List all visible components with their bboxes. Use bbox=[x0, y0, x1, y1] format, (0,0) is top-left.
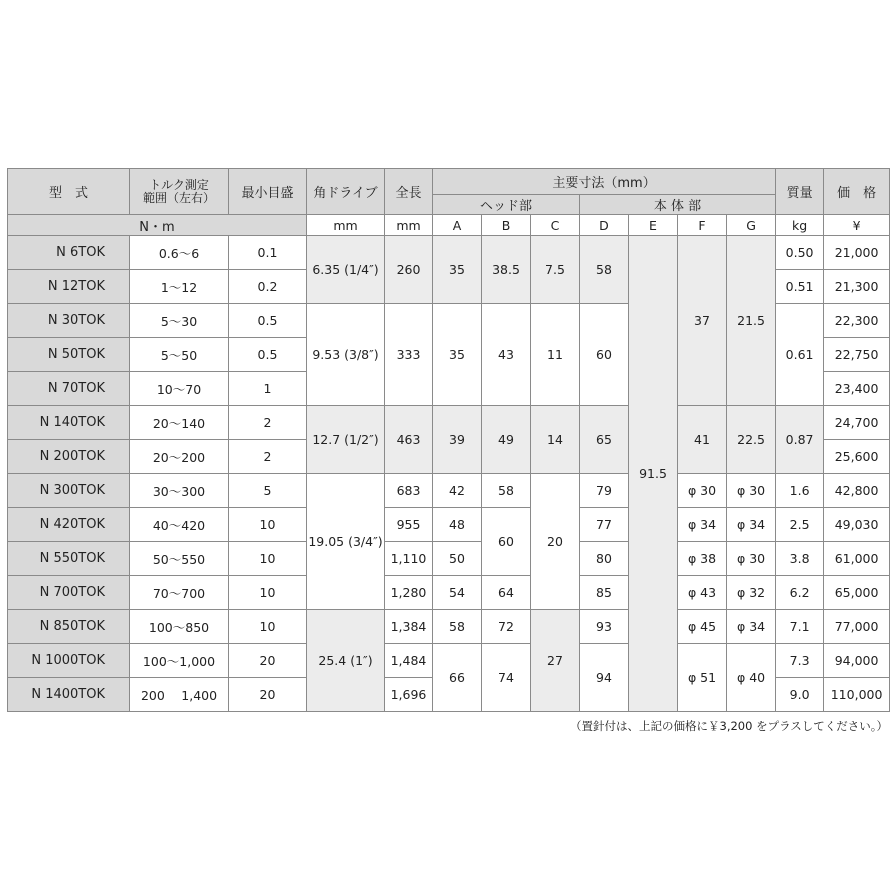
table-row bbox=[8, 542, 890, 576]
header-torque-range bbox=[130, 169, 229, 215]
header-drive: 角ドライブ bbox=[307, 169, 385, 215]
unit-col-d: D bbox=[580, 215, 629, 236]
dim-f-cell: 41 bbox=[678, 406, 727, 474]
drive-cell: 9.53 (3/8″) bbox=[307, 304, 385, 406]
mass-cell: 7.1 bbox=[776, 610, 824, 644]
table-row bbox=[8, 576, 890, 610]
header-mass: 質量 bbox=[776, 169, 824, 215]
length-cell: 463 bbox=[385, 406, 433, 474]
range-cell: 30～300 bbox=[130, 474, 229, 508]
header-model: 型 式 bbox=[8, 169, 130, 215]
range-cell: 70～700 bbox=[130, 576, 229, 610]
dim-g-cell: 21.5 bbox=[727, 236, 776, 406]
dim-g-cell: φ 40 bbox=[727, 644, 776, 712]
min-scale-cell: 0.5 bbox=[229, 338, 307, 372]
drive-cell: 12.7 (1/2″) bbox=[307, 406, 385, 474]
dim-g-cell: φ 32 bbox=[727, 576, 776, 610]
price-cell: 23,400 bbox=[824, 372, 890, 406]
dim-a-cell: 35 bbox=[433, 236, 482, 304]
unit-drive: mm bbox=[307, 215, 385, 236]
min-scale-cell: 10 bbox=[229, 576, 307, 610]
min-scale-cell: 10 bbox=[229, 610, 307, 644]
model-cell: N 850TOK bbox=[8, 610, 130, 644]
min-scale-cell: 0.1 bbox=[229, 236, 307, 270]
length-cell: 1,484 bbox=[385, 644, 433, 678]
price-cell: 110,000 bbox=[824, 678, 890, 712]
price-cell: 22,300 bbox=[824, 304, 890, 338]
price-cell: 25,600 bbox=[824, 440, 890, 474]
dim-g-cell: φ 30 bbox=[727, 542, 776, 576]
unit-col-a: A bbox=[433, 215, 482, 236]
price-cell: 61,000 bbox=[824, 542, 890, 576]
model-cell: N 550TOK bbox=[8, 542, 130, 576]
mass-cell: 0.87 bbox=[776, 406, 824, 474]
length-cell: 1,280 bbox=[385, 576, 433, 610]
model-cell: N 700TOK bbox=[8, 576, 130, 610]
drive-cell: 6.35 (1/4″) bbox=[307, 236, 385, 304]
dim-a-cell: 50 bbox=[433, 542, 482, 576]
table-row bbox=[8, 236, 890, 270]
header-price: 価 格 bbox=[824, 169, 890, 215]
range-cell: 1～12 bbox=[130, 270, 229, 304]
table-row bbox=[8, 610, 890, 644]
price-cell: 65,000 bbox=[824, 576, 890, 610]
dim-a-cell: 42 bbox=[433, 474, 482, 508]
dim-d-cell: 85 bbox=[580, 576, 629, 610]
dim-c-cell: 27 bbox=[531, 610, 580, 712]
model-cell: N 70TOK bbox=[8, 372, 130, 406]
length-cell: 1,696 bbox=[385, 678, 433, 712]
spec-table bbox=[7, 168, 890, 712]
footnote: （置針付は、上記の価格に￥3,200 をプラスしてください。） bbox=[570, 719, 888, 733]
header-head: ヘッド部 bbox=[433, 195, 580, 215]
min-scale-cell: 20 bbox=[229, 644, 307, 678]
model-cell: N 300TOK bbox=[8, 474, 130, 508]
mass-cell: 0.51 bbox=[776, 270, 824, 304]
unit-col-g: G bbox=[727, 215, 776, 236]
model-cell: N 30TOK bbox=[8, 304, 130, 338]
dim-d-cell: 58 bbox=[580, 236, 629, 304]
model-cell: N 12TOK bbox=[8, 270, 130, 304]
dim-f-cell: φ 45 bbox=[678, 610, 727, 644]
range-cell: 200 1,400 bbox=[130, 678, 229, 712]
range-cell: 20～200 bbox=[130, 440, 229, 474]
dim-d-cell: 60 bbox=[580, 304, 629, 406]
min-scale-cell: 10 bbox=[229, 508, 307, 542]
model-cell: N 50TOK bbox=[8, 338, 130, 372]
model-cell: N 1000TOK bbox=[8, 644, 130, 678]
dim-g-cell: φ 34 bbox=[727, 508, 776, 542]
range-cell: 10～70 bbox=[130, 372, 229, 406]
unit-price: ¥ bbox=[824, 215, 890, 236]
price-cell: 42,800 bbox=[824, 474, 890, 508]
dim-a-cell: 48 bbox=[433, 508, 482, 542]
dim-f-cell: φ 30 bbox=[678, 474, 727, 508]
header-body: 本 体 部 bbox=[580, 195, 776, 215]
price-cell: 22,750 bbox=[824, 338, 890, 372]
dim-c-cell: 20 bbox=[531, 474, 580, 610]
dim-c-cell: 14 bbox=[531, 406, 580, 474]
dim-a-cell: 39 bbox=[433, 406, 482, 474]
length-cell: 1,384 bbox=[385, 610, 433, 644]
model-cell: N 420TOK bbox=[8, 508, 130, 542]
model-cell: N 140TOK bbox=[8, 406, 130, 440]
dim-e-cell: 91.5 bbox=[629, 236, 678, 712]
dim-f-cell: φ 38 bbox=[678, 542, 727, 576]
unit-col-f: F bbox=[678, 215, 727, 236]
model-cell: N 1400TOK bbox=[8, 678, 130, 712]
price-cell: 77,000 bbox=[824, 610, 890, 644]
mass-cell: 6.2 bbox=[776, 576, 824, 610]
header-length: 全長 bbox=[385, 169, 433, 215]
drive-cell: 19.05 (3/4″) bbox=[307, 474, 385, 610]
range-cell: 5～50 bbox=[130, 338, 229, 372]
min-scale-cell: 1 bbox=[229, 372, 307, 406]
dim-b-cell: 74 bbox=[482, 644, 531, 712]
range-cell: 40～420 bbox=[130, 508, 229, 542]
mass-cell: 7.3 bbox=[776, 644, 824, 678]
dim-b-cell: 64 bbox=[482, 576, 531, 610]
drive-cell: 25.4 (1″) bbox=[307, 610, 385, 712]
header-dims: 主要寸法（mm） bbox=[433, 169, 776, 195]
model-cell: N 6TOK bbox=[8, 236, 130, 270]
dim-a-cell: 54 bbox=[433, 576, 482, 610]
min-scale-cell: 10 bbox=[229, 542, 307, 576]
dim-d-cell: 79 bbox=[580, 474, 629, 508]
mass-cell: 2.5 bbox=[776, 508, 824, 542]
range-cell: 5～30 bbox=[130, 304, 229, 338]
min-scale-cell: 0.5 bbox=[229, 304, 307, 338]
dim-d-cell: 65 bbox=[580, 406, 629, 474]
dim-d-cell: 94 bbox=[580, 644, 629, 712]
price-cell: 24,700 bbox=[824, 406, 890, 440]
mass-cell: 0.50 bbox=[776, 236, 824, 270]
mass-cell: 1.6 bbox=[776, 474, 824, 508]
dim-d-cell: 77 bbox=[580, 508, 629, 542]
min-scale-cell: 0.2 bbox=[229, 270, 307, 304]
dim-f-cell: φ 51 bbox=[678, 644, 727, 712]
header-torque-range-line2: 範囲（左右） bbox=[142, 190, 215, 205]
unit-torque: N・m bbox=[8, 215, 307, 236]
length-cell: 260 bbox=[385, 236, 433, 304]
dim-c-cell: 11 bbox=[531, 304, 580, 406]
dim-d-cell: 80 bbox=[580, 542, 629, 576]
dim-a-cell: 58 bbox=[433, 610, 482, 644]
dim-d-cell: 93 bbox=[580, 610, 629, 644]
length-cell: 333 bbox=[385, 304, 433, 406]
min-scale-cell: 2 bbox=[229, 440, 307, 474]
dim-b-cell: 49 bbox=[482, 406, 531, 474]
dim-f-cell: 37 bbox=[678, 236, 727, 406]
min-scale-cell: 20 bbox=[229, 678, 307, 712]
table-row bbox=[8, 406, 890, 440]
dim-b-cell: 58 bbox=[482, 474, 531, 508]
min-scale-cell: 5 bbox=[229, 474, 307, 508]
range-cell: 50～550 bbox=[130, 542, 229, 576]
unit-col-e: E bbox=[629, 215, 678, 236]
table-row bbox=[8, 474, 890, 508]
dim-c-cell: 7.5 bbox=[531, 236, 580, 304]
price-cell: 21,300 bbox=[824, 270, 890, 304]
length-cell: 1,110 bbox=[385, 542, 433, 576]
table-row bbox=[8, 508, 890, 542]
dim-a-cell: 66 bbox=[433, 644, 482, 712]
length-cell: 955 bbox=[385, 508, 433, 542]
price-cell: 21,000 bbox=[824, 236, 890, 270]
dim-f-cell: φ 34 bbox=[678, 508, 727, 542]
dim-g-cell: φ 30 bbox=[727, 474, 776, 508]
mass-cell: 3.8 bbox=[776, 542, 824, 576]
unit-length: mm bbox=[385, 215, 433, 236]
range-cell: 0.6～6 bbox=[130, 236, 229, 270]
dim-g-cell: φ 34 bbox=[727, 610, 776, 644]
model-cell: N 200TOK bbox=[8, 440, 130, 474]
length-cell: 683 bbox=[385, 474, 433, 508]
header-torque-range-line1: トルク測定 bbox=[149, 177, 209, 192]
unit-col-c: C bbox=[531, 215, 580, 236]
min-scale-cell: 2 bbox=[229, 406, 307, 440]
price-cell: 94,000 bbox=[824, 644, 890, 678]
header-min-scale: 最小目盛 bbox=[229, 169, 307, 215]
dim-g-cell: 22.5 bbox=[727, 406, 776, 474]
mass-cell: 0.61 bbox=[776, 304, 824, 406]
dim-b-cell: 38.5 bbox=[482, 236, 531, 304]
unit-mass: kg bbox=[776, 215, 824, 236]
range-cell: 100～1,000 bbox=[130, 644, 229, 678]
table-row bbox=[8, 644, 890, 678]
unit-col-b: B bbox=[482, 215, 531, 236]
range-cell: 100～850 bbox=[130, 610, 229, 644]
price-cell: 49,030 bbox=[824, 508, 890, 542]
dim-b-cell: 72 bbox=[482, 610, 531, 644]
dim-b-cell: 60 bbox=[482, 508, 531, 576]
range-cell: 20～140 bbox=[130, 406, 229, 440]
dim-f-cell: φ 43 bbox=[678, 576, 727, 610]
dim-a-cell: 35 bbox=[433, 304, 482, 406]
dim-b-cell: 43 bbox=[482, 304, 531, 406]
mass-cell: 9.0 bbox=[776, 678, 824, 712]
